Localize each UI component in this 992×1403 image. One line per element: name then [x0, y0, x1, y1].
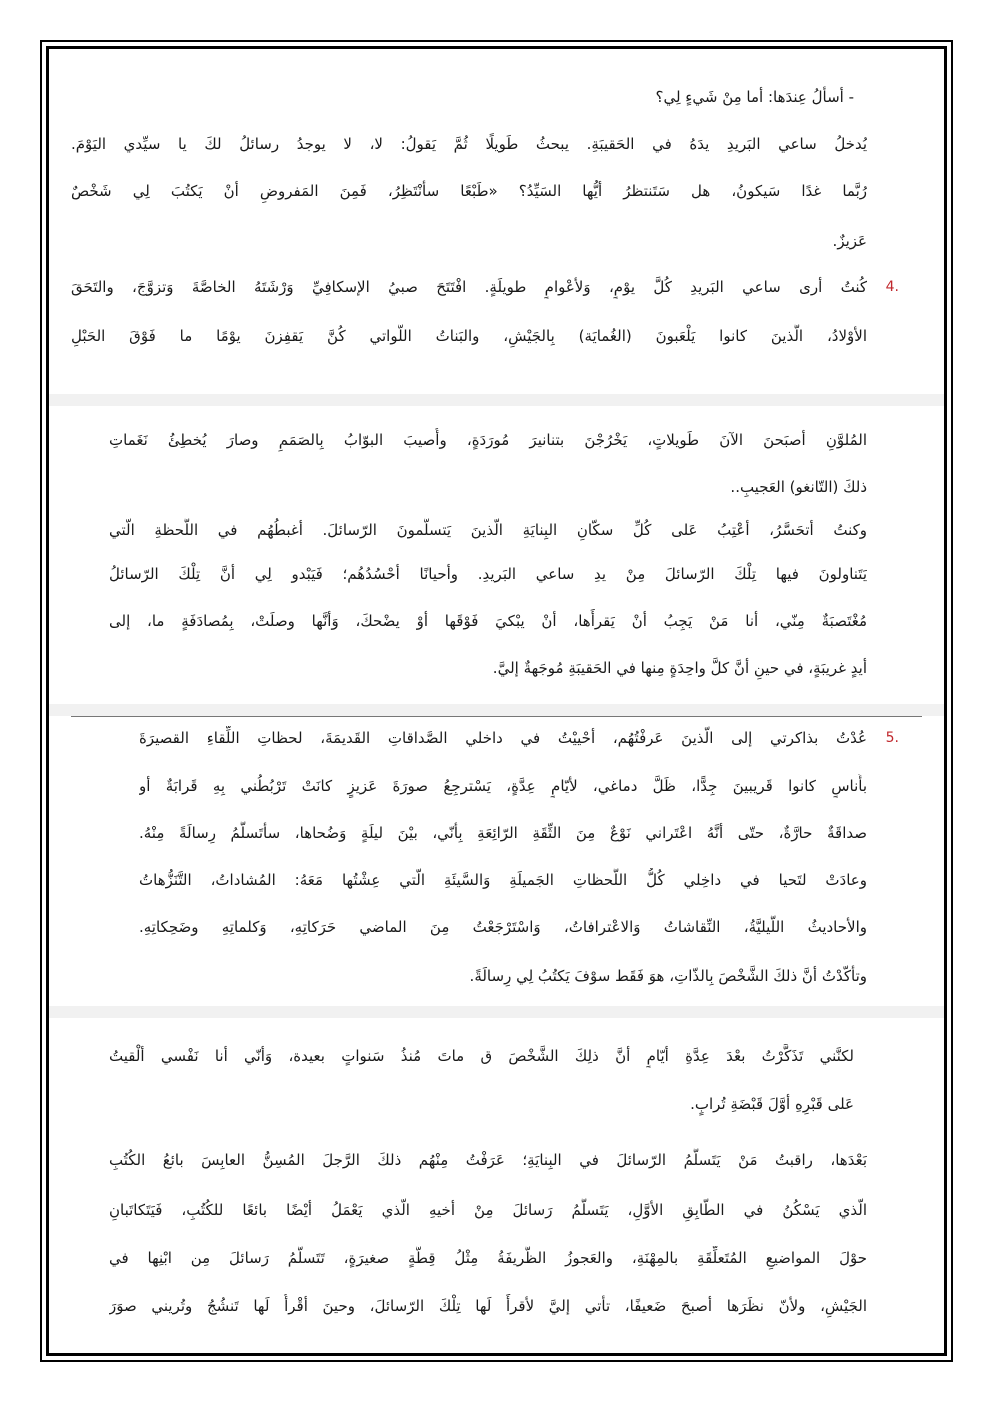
item-number-4: 4. [885, 279, 899, 295]
page-break-gap [49, 1006, 944, 1018]
text-line: الجَيْشِ، ولأنّ نظَرَها أصبحَ ضَعيفًا، تأتي إليَّ لأقرأَ لَها تِلْكَ الرّسائلَ، وحينَ أقْرأُ لَها تَنشُجُ وتُريني صوَرَ [109, 1297, 867, 1315]
text-line: وتأكّدْتُ أنَّ ذلكَ الشَّخْصَ بِالذّاتِ، هوَ فَقَط سوْفَ يَكتُبُ لِي رِسالَةً. [469, 967, 867, 985]
text-line: بأُناسٍ كانوا قَريبينَ جِدًّا، ظَلَّ دماغي، لأيّامٍ عِدَّةٍ، يَسْترجِعُ صورَةَ عَزيزٍ كانَتْ تَرْبُطُني بِهِ قَرابَةٌ أو [139, 777, 867, 795]
text-line: لكنَّني تَذَكَّرْتُ بعْدَ عِدَّةِ أيّامٍ أنَّ ذلِكَ الشَّخْصَ ق ماتَ مُنذُ سَنواتٍ بعيدة، وَأنّي أنا نَفْسي ألْقيتُ [109, 1047, 854, 1065]
text-block-1 [49, 49, 944, 394]
text-line: صداقَةٌ حارَّةٌ، حتّى أنَّهُ اعْتَراني نَوْعٌ مِنَ الثِّقَةِ الرّائِعَةِ بِأنّي، بيْنَ ليلَةٍ وَضُحاها، سأتَسلَّمُ رِسالَةً مِنْهُ. [139, 824, 867, 842]
text-line: بَعْدَها، راقبتُ مَنْ يَتَسلَّمُ الرّسائلَ في البِنايَةِ؛ عَرَفْتُ مِنْهُم ذلكَ الرَّجلَ المُسِنُّ العابِسَ بائعُ الكُتُبِ [109, 1151, 867, 1169]
page-break-gap [49, 394, 944, 406]
page-break-gap [49, 704, 944, 716]
item-number-5: 5. [885, 730, 899, 746]
text-line: رُبَّما غدًا سَيكونُ، هل سَتَنتظرُ أيُّها السَيِّدُ؟ «طَبْعًا سأنْتَظِرُ، فَمِنَ المَفروضِ أنْ يَكتُبَ لِي شَخْصٌ [71, 182, 867, 200]
text-line: يُدخلُ ساعي البَريدِ يدَهُ في الحَقيبَةِ. يبحثُ طَويلًا ثُمَّ يَقولُ: لا، لا يوجدُ رسائلُ لكَ يا سيِّدي اليَوْمَ. [71, 135, 867, 153]
text-line: حوْلَ المواضيعِ المُتَعلِّقَةِ بالمِهْنَةِ، والعَجوزُ الظَّريفَةُ مِثْلُ قِطَّةٍ صغيرَةٍ، تَتَسلَّمُ رَسائلَ مِن ابْنِها في [109, 1249, 867, 1267]
text-block-4 [49, 1018, 944, 1356]
text-line: وكنتُ أتحَسَّرُ، أعْتِبُ عَلى كُلِّ سكّانِ البِنايَةِ الّذينَ يَتسلَّمونَ الرّسائلَ. أغبطُهُم في اللَّحظةِ الّتي [109, 521, 867, 539]
text-line: عَلى قَبْرِهِ أوَّلَ قَبْضَةِ تُرابٍ. [690, 1095, 854, 1113]
text-line: - أسألُ عِندَها: أما مِنْ شَيءٍ لِي؟ [655, 88, 854, 106]
text-line: عُدْتُ بذاكرتي إلى الّذينَ عَرفْتُهُم، أحْييْتُ في داخلي الصَّداقاتِ القَديمَةَ، لحظاتِ اللِّقاءِ القصيرَةَ [139, 729, 867, 747]
text-line: عَزيزٌ. [832, 232, 867, 250]
text-line: كُنتُ أرى ساعي البَريدِ كُلَّ يوْمٍ، وَلأعْوامٍ طويلَةٍ. افْتَتَحَ صبيُ الإسكافِيِّ وَرْشَتَهُ الخاصَّةَ وَتزوَّجَ، والتَحَقَ [71, 278, 867, 296]
text-line: وعادَتْ لتَحيا في داخِلي كُلُّ اللَّحظاتِ الجَميلَةِ وَالسَّيئَةِ الّتي عِشْتُها مَعَهُ: المُشاداتُ، التَّنَزُّهاتُ [139, 871, 867, 889]
text-line: يَتَناولونَ فيها تِلْكَ الرّسائلَ مِنْ يدِ ساعي البَريدِ. وأحيانًا أحْسُدُهُم؛ فَيَبْدو لِي أنَّ تِلْكَ الرّسائلُ [109, 565, 867, 583]
text-line: والأحاديثُ اللَّيليَّةُ، النِّقاشاتُ وَالاعْترافاتُ، وَاسْتَرْجَعْتُ مِنَ الماضي حَرَكاتِهِ، وَكلماتِهِ وضَحِكاتِهِ. [139, 918, 867, 936]
text-block-2 [49, 406, 944, 704]
divider-rule [71, 716, 922, 717]
text-block-3 [49, 716, 944, 1006]
text-line: الّذي يَسْكُنُ في الطّابِقِ الأوَّلِ، يَتَسلَّمُ رَسائلَ مِنْ أخيهِ الّذي يَعْمَلُ أيْضًا بائعًا للكُتُبِ، فَيَتَكاتَبانِ [109, 1201, 867, 1219]
page-inner-border [46, 46, 947, 1356]
page-outer-border [40, 40, 953, 1362]
text-line: مُغْتَصبَةٌ مِنّي، أنا مَنْ يَجِبُ أنْ يَقرأَها، أنْ يبْكيَ فَوْقَها أوْ يضْحكَ، وَأنَّها وصلَتْ، بِمُصادَفَةٍ ما، إلى [109, 612, 867, 630]
text-line: ذلكَ (التّانغو) العَجيبِ.. [730, 478, 867, 496]
text-line: أيدٍ غريبَةٍ، في حينِ أنَّ كلَّ واحِدَةٍ مِنها في الحَقيبَةِ مُوجَهةٌ إليَّ. [492, 659, 867, 677]
text-line: المُلوَّنِ أصبَحنَ الآنَ طَويلاتٍ، يَخْرُجْنَ بتنانيرَ مُورَدَةٍ، وأُصيبَ البوّابُ بِالصَمَمِ وصارَ يُخطِئُ نَغَماتِ [109, 431, 867, 449]
text-line: الأوْلادُ، الَّذينَ كانوا يَلْعَبونَ (الغُمايَة) بِالجَيْشِ، والبَناتُ اللَّواتي كُنَّ يَقفِزنَ يوْمًا ما فَوْقَ الحَبْلِ [71, 327, 867, 345]
